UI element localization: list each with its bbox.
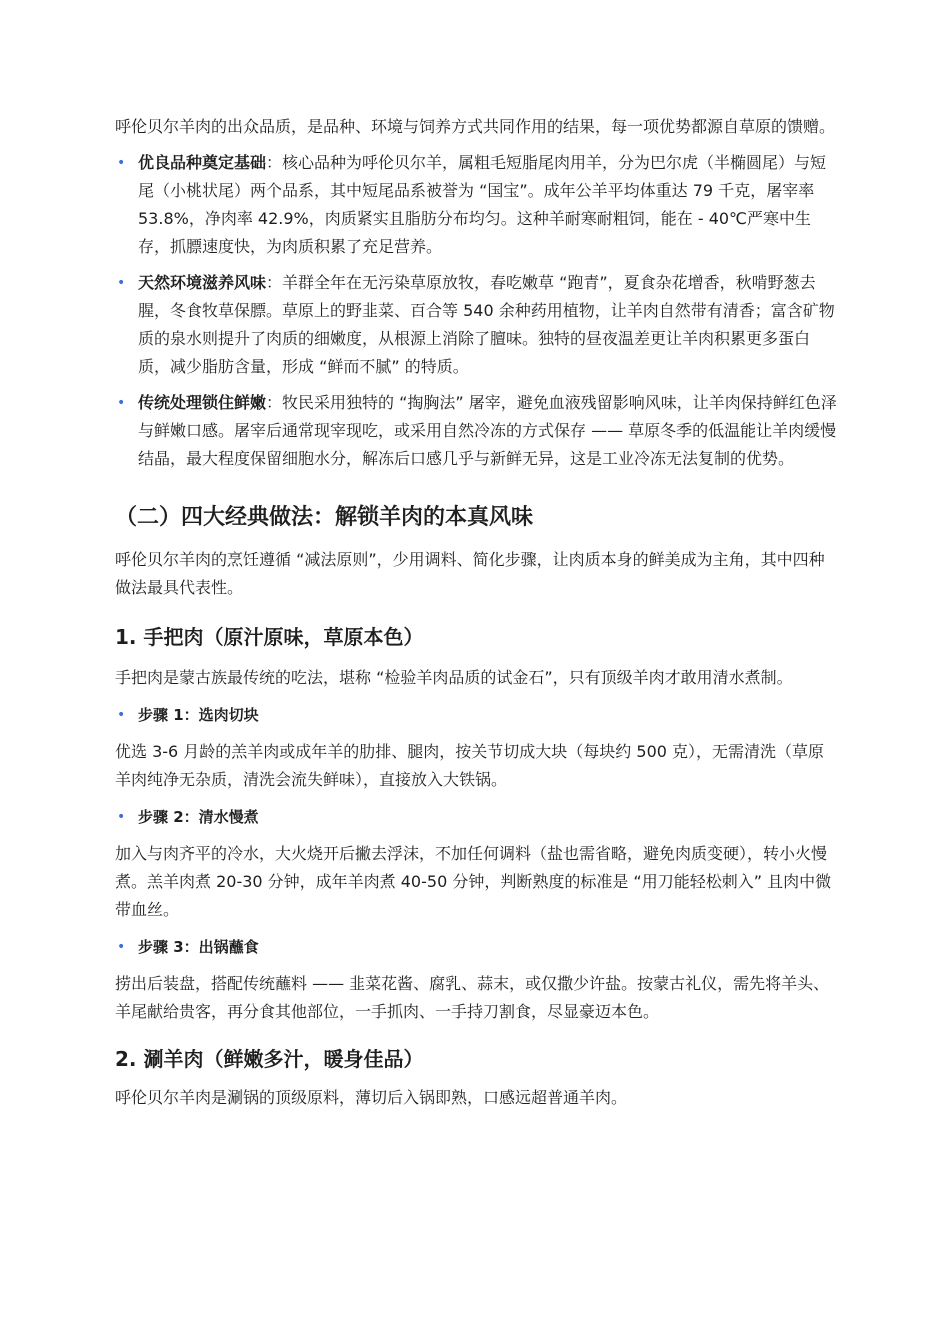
step-text: 捞出后装盘，搭配传统蘸料 —— 韭菜花酱、腐乳、蒜末，或仅撒少许盐。按蒙古礼仪，需先将羊头、羊尾献给贵客，再分食其他部位，一手抓肉、一手持刀割食，尽显豪迈本色。 xyxy=(115,974,830,1021)
list-item-title: 天然环境滋养风味 xyxy=(138,273,267,292)
advantages-list xyxy=(115,149,837,473)
step-label-text: 步骤 2：清水慢煮 xyxy=(138,808,259,826)
bullet-icon: • xyxy=(117,155,126,171)
method-heading: 2. 涮羊肉（鲜嫩多汁，暖身佳品） xyxy=(115,1047,424,1071)
list-item-text: ：核心品种为呼伦贝尔羊，属粗毛短脂尾肉用羊，分为巴尔虎（半椭圆尾）与短尾（小桃状尾）两个品系，其中短尾品系被誉为 “国宝”。成年公羊平均体重达 79 千克，屠宰率 53.8%，净肉率 42.9%，肉质紧实且脂肪分布均匀。这种羊耐寒耐粗饲，能在 - 40℃严寒中生存，抓膘速度快，为肉质积累了充足营养。 xyxy=(138,153,827,256)
step-label xyxy=(115,804,837,830)
list-item-title: 优良品种奠定基础 xyxy=(138,153,267,172)
list-item-text: ：羊群全年在无污染草原放牧，春吃嫩草 “跑青”，夏食杂花增香，秋啃野葱去腥，冬食牧草保膘。草原上的野韭菜、百合等 540 余种药用植物，让羊肉自然带有清香；富含矿物质的泉水则提升了肉质的细嫩度，从根源上消除了膻味。独特的昼夜温差更让羊肉积累更多蛋白质，减少脂肪含量，形成 “鲜而不腻” 的特质。 xyxy=(138,273,835,376)
method-intro: 呼伦贝尔羊肉是涮锅的顶级原料，薄切后入锅即熟，口感远超普通羊肉。 xyxy=(115,1088,628,1107)
list-item xyxy=(115,389,837,473)
method-heading: 1. 手把肉（原汁原味，草原本色） xyxy=(115,625,424,649)
list-item-title: 传统处理锁住鲜嫩 xyxy=(138,393,267,412)
bullet-icon: • xyxy=(117,707,126,723)
bullet-icon: • xyxy=(117,939,126,955)
list-item xyxy=(115,269,837,381)
bullet-icon: • xyxy=(117,395,126,411)
step-label-text: 步骤 3：出锅蘸食 xyxy=(138,938,259,956)
document-page xyxy=(115,113,837,1112)
bullet-icon: • xyxy=(117,275,126,291)
section-intro: 呼伦贝尔羊肉的烹饪遵循 “减法原则”，少用调料、简化步骤，让肉质本身的鲜美成为主角，其中四种做法最具代表性。 xyxy=(115,550,825,597)
step-label-text: 步骤 1：选肉切块 xyxy=(138,706,259,724)
method-intro: 手把肉是蒙古族最传统的吃法，堪称 “检验羊肉品质的试金石”，只有顶级羊肉才敢用清水煮制。 xyxy=(115,668,793,687)
bullet-icon: • xyxy=(117,809,126,825)
intro-paragraph: 呼伦贝尔羊肉的出众品质，是品种、环境与饲养方式共同作用的结果，每一项优势都源自草原的馈赠。 xyxy=(115,117,836,136)
step-text: 加入与肉齐平的冷水，大火烧开后撇去浮沫，不加任何调料（盐也需省略，避免肉质变硬），转小火慢煮。羔羊肉煮 20-30 分钟，成年羊肉煮 40-50 分钟，判断熟度的标准是 “用刀能轻松刺入” 且肉中微带血丝。 xyxy=(115,844,832,919)
section-heading: （二）四大经典做法：解锁羊肉的本真风味 xyxy=(115,505,534,530)
step-label xyxy=(115,934,837,960)
list-item xyxy=(115,149,837,261)
step-text: 优选 3-6 月龄的羔羊肉或成年羊的肋排、腿肉，按关节切成大块（每块约 500 克），无需清洗（草原羊肉纯净无杂质，清洗会流失鲜味），直接放入大铁锅。 xyxy=(115,742,825,789)
list-item-text: ：牧民采用独特的 “掏胸法” 屠宰，避免血液残留影响风味，让羊肉保持鲜红色泽与鲜嫩口感。屠宰后通常现宰现吃，或采用自然冷冻的方式保存 —— 草原冬季的低温能让羊肉缓慢结晶，最大程度保留细胞水分，解冻后口感几乎与新鲜无异，这是工业冷冻无法复制的优势。 xyxy=(138,393,837,468)
step-label xyxy=(115,702,837,728)
